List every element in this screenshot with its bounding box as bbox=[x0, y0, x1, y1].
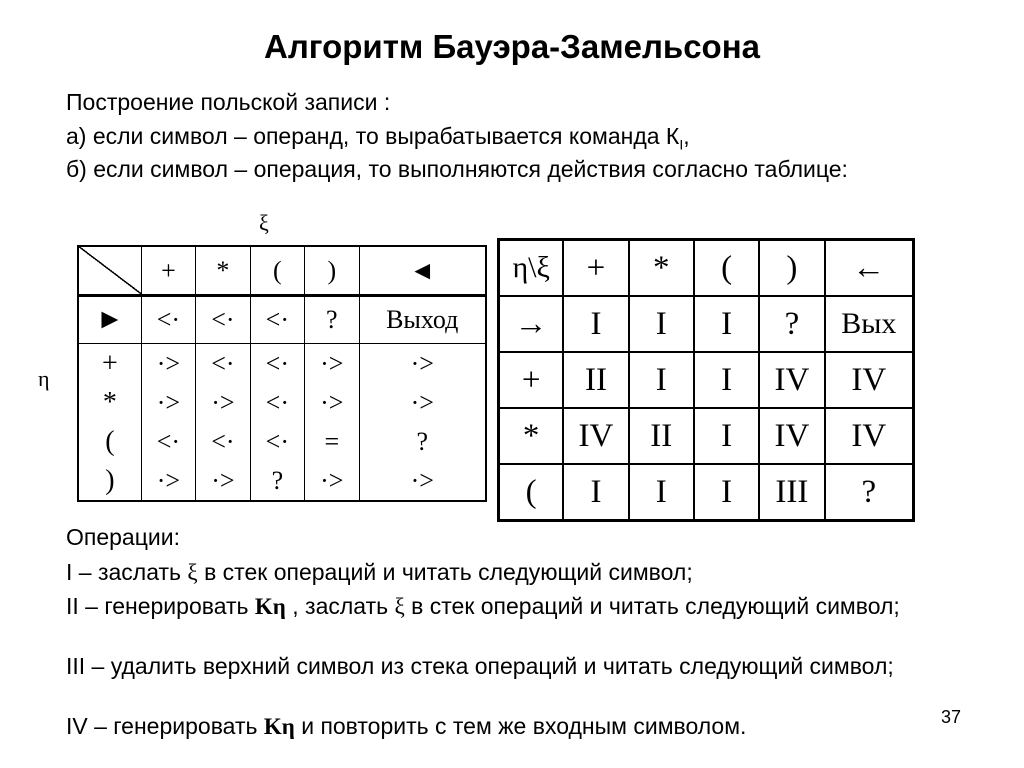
relation-cell: ·> bbox=[359, 461, 486, 501]
k-eta-symbol: Kη bbox=[254, 594, 286, 619]
relation-cell: <· bbox=[141, 422, 195, 461]
row-head-cell: + bbox=[78, 344, 141, 384]
action-cell: Вых bbox=[825, 296, 914, 352]
relation-cell: ·> bbox=[305, 344, 359, 384]
operation-1 bbox=[66, 559, 946, 586]
relation-cell: <· bbox=[196, 296, 250, 344]
action-cell: I bbox=[694, 464, 759, 521]
header-cell: ( bbox=[250, 246, 304, 296]
action-cell: IV bbox=[825, 408, 914, 464]
action-cell: II bbox=[629, 408, 694, 464]
relation-cell: <· bbox=[250, 383, 304, 422]
relation-cell: ·> bbox=[305, 383, 359, 422]
header-cell: + bbox=[141, 246, 195, 296]
slide-title: Алгоритм Бауэра-Замельсона bbox=[264, 28, 760, 65]
action-cell: III bbox=[759, 464, 824, 521]
action-header-row bbox=[499, 240, 914, 297]
relation-cell: <· bbox=[250, 344, 304, 384]
relation-cell: ·> bbox=[359, 383, 486, 422]
operation-2-rest: в стек операций и читать следующий символ; bbox=[404, 593, 900, 619]
relation-cell: = bbox=[305, 422, 359, 461]
row-head-cell: ) bbox=[78, 461, 141, 501]
row-head-cell: + bbox=[499, 352, 564, 408]
row-head-cell: → bbox=[499, 296, 564, 352]
k-eta-symbol: Kη bbox=[263, 714, 295, 739]
eta-axis-label: η bbox=[38, 366, 50, 391]
rule-a-text: а) если символ – операнд, то вырабатывается команда К bbox=[66, 123, 680, 149]
header-cell: ( bbox=[694, 240, 759, 297]
action-cell: I bbox=[694, 352, 759, 408]
relation-cell: ·> bbox=[141, 344, 195, 384]
action-cell: ? bbox=[825, 464, 914, 521]
operation-1-text: I – заслать bbox=[66, 559, 188, 585]
corner-cell: η\ξ bbox=[499, 240, 564, 297]
relation-cell: ·> bbox=[196, 461, 250, 501]
row-head-cell: * bbox=[499, 408, 564, 464]
relation-cell: ·> bbox=[359, 344, 486, 384]
action-cell: I bbox=[629, 352, 694, 408]
action-cell: I bbox=[563, 296, 628, 352]
operations-heading: Операции: bbox=[66, 524, 180, 550]
relation-cell: ? bbox=[359, 422, 486, 461]
operation-2-text: II – генерировать bbox=[66, 593, 255, 619]
action-cell: I bbox=[563, 464, 628, 521]
precedence-row bbox=[78, 422, 486, 461]
action-cell: IV bbox=[759, 408, 824, 464]
diagonal-corner-cell bbox=[78, 246, 141, 296]
operation-3: III – удалить верхний символ из стека операций и читать следующий символ; bbox=[66, 653, 894, 679]
action-cell: I bbox=[629, 296, 694, 352]
action-cell: IV bbox=[759, 352, 824, 408]
row-head-cell: ( bbox=[78, 422, 141, 461]
precedence-row bbox=[78, 296, 486, 344]
header-cell: ← bbox=[825, 240, 914, 297]
relation-cell: ·> bbox=[141, 383, 195, 422]
relation-cell: ? bbox=[250, 461, 304, 501]
action-cell: II bbox=[563, 352, 628, 408]
action-row bbox=[499, 408, 914, 464]
row-head-cell: ► bbox=[78, 296, 141, 344]
rule-b: б) если символ – операция, то выполняются действия согласно таблице: bbox=[66, 156, 848, 182]
precedence-header-row bbox=[78, 246, 486, 296]
rule-a-subscript: I bbox=[679, 136, 684, 153]
relation-cell: ·> bbox=[196, 383, 250, 422]
action-cell: I bbox=[629, 464, 694, 521]
action-cell: I bbox=[694, 408, 759, 464]
header-cell: * bbox=[629, 240, 694, 297]
operation-4-rest: и повторить с тем же входным символом. bbox=[294, 713, 747, 739]
rule-a bbox=[66, 123, 946, 159]
header-cell: ◄ bbox=[359, 246, 486, 296]
precedence-row bbox=[78, 461, 486, 501]
action-cell: I bbox=[694, 296, 759, 352]
precedence-table bbox=[77, 245, 487, 502]
relation-cell: ·> bbox=[141, 461, 195, 501]
action-cell: ? bbox=[759, 296, 824, 352]
relation-cell: <· bbox=[196, 422, 250, 461]
header-cell: ) bbox=[759, 240, 824, 297]
header-cell: ) bbox=[305, 246, 359, 296]
operation-2 bbox=[66, 593, 982, 620]
precedence-row bbox=[78, 344, 486, 384]
relation-cell: ? bbox=[305, 296, 359, 344]
operation-1-rest: в стек операций и читать следующий символ; bbox=[197, 559, 693, 585]
action-row bbox=[499, 352, 914, 408]
action-cell: IV bbox=[563, 408, 628, 464]
intro-text: Построение польской записи : bbox=[66, 89, 391, 115]
header-cell: * bbox=[196, 246, 250, 296]
page-number: 37 bbox=[941, 707, 962, 727]
rule-a-end: , bbox=[683, 123, 690, 149]
action-row bbox=[499, 296, 914, 352]
action-cell: IV bbox=[825, 352, 914, 408]
xi-symbol: ξ bbox=[394, 594, 405, 619]
relation-cell: <· bbox=[250, 296, 304, 344]
operation-4-text: IV – генерировать bbox=[66, 713, 264, 739]
relation-cell: <· bbox=[141, 296, 195, 344]
action-table bbox=[497, 238, 915, 522]
precedence-row bbox=[78, 383, 486, 422]
operation-2-mid: , заслать bbox=[285, 593, 395, 619]
relation-cell: Выход bbox=[359, 296, 486, 344]
relation-cell: <· bbox=[196, 344, 250, 384]
relation-cell: ·> bbox=[305, 461, 359, 501]
row-head-cell: * bbox=[78, 383, 141, 422]
xi-axis-label: ξ bbox=[259, 210, 269, 235]
operation-4 bbox=[66, 713, 946, 740]
relation-cell: <· bbox=[250, 422, 304, 461]
action-row bbox=[499, 464, 914, 521]
xi-symbol: ξ bbox=[187, 560, 198, 585]
header-cell: + bbox=[563, 240, 628, 297]
row-head-cell: ( bbox=[499, 464, 564, 521]
